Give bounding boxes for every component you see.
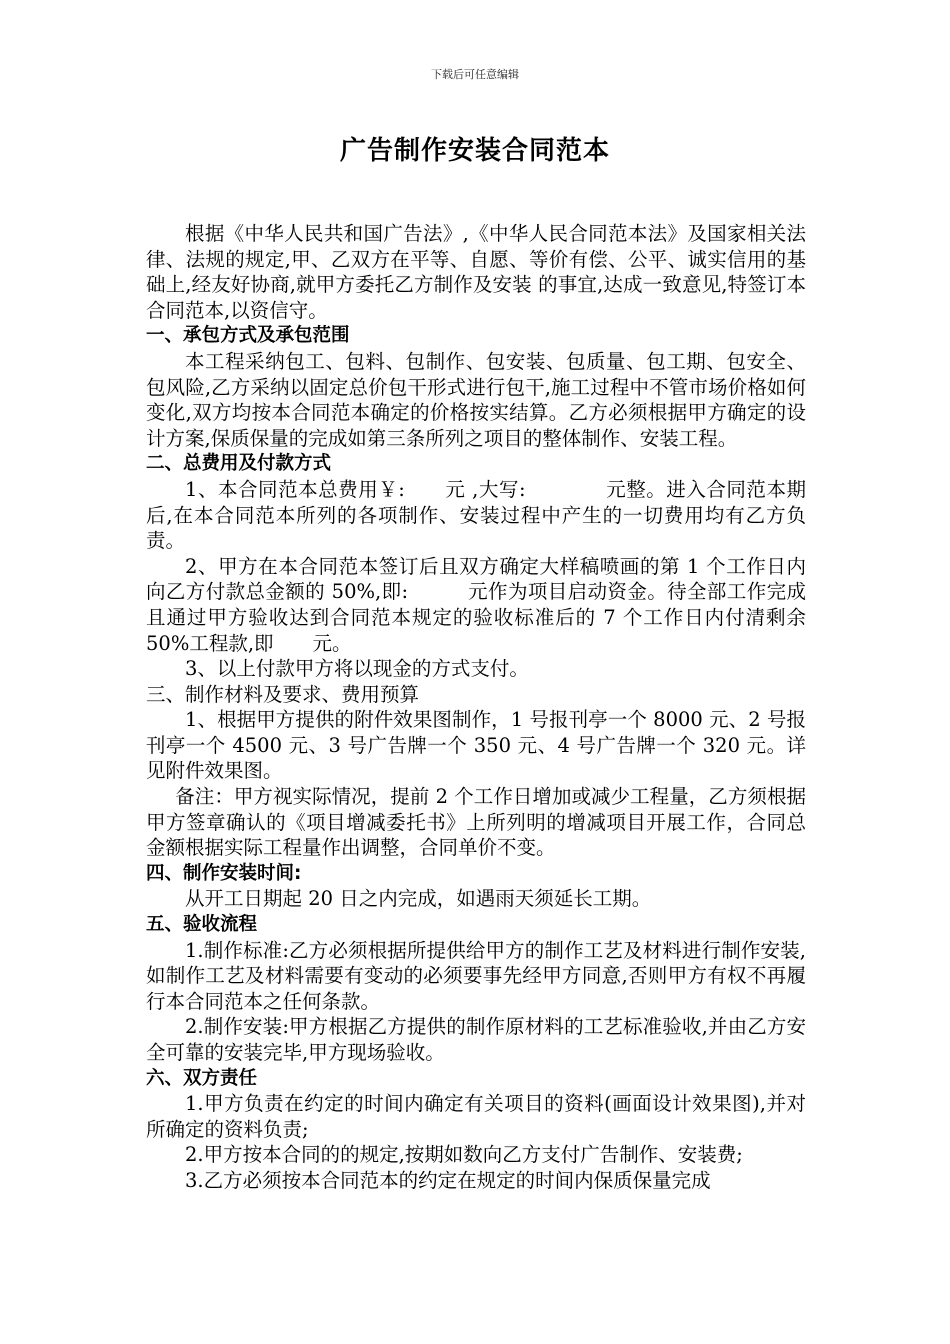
section-6-paragraph-2: 2.甲方按本合同的的规定,按期如数向乙方支付广告制作、安装费; [185,1143,743,1167]
section-5-paragraph-1: 1.制作标准:乙方必须根据所提供给甲方的制作工艺及材料进行制作安装,如制作工艺及材料需要有变动的必须要事先经甲方同意,否则甲方有权不再履行本合同范本之任何条款。 [146,938,806,1013]
section-5-heading: 五、验收流程 [146,914,258,936]
page-header: 下载后可任意编辑 [431,68,519,81]
document-body [146,221,806,1194]
section-4-paragraph-1: 从开工日期起 20 日之内完成，如遇雨天须延长工期。 [185,887,652,911]
section-2-paragraph-2: 2、甲方在本合同范本签订后且双方确定大样稿喷画的第 1 个工作日内向乙方付款总金额的 50%,即: 元作为项目启动资金。待全部工作完成且通过甲方验收达到合同范本规定的验收标准后的 7 个工作日内付清剩余 50%工程款,即 元。 [146,554,806,655]
section-6-paragraph-3: 3.乙方必须按本合同范本的约定在规定的时间内保质保量完成 [185,1168,711,1192]
document-title: 广告制作安装合同范本 [339,136,610,166]
intro-paragraph: 根据《中华人民共和国广告法》,《中华人民合同范本法》及国家相关法律、法规的规定,甲、乙双方在平等、自愿、等价有偿、公平、诚实信用的基础上,经友好协商,就甲方委托乙方制作及安装 的事宜,达成一致意见,特签订本合同范本,以资信守。 [146,222,806,322]
section-6-heading: 六、双方责任 [146,1067,258,1089]
section-1-paragraph-1: 本工程采纳包工、包料、包制作、包安装、包质量、包工期、包安全、包风险,乙方采纳以固定总价包干形式进行包干,施工过程中不管市场价格如何变化,双方均按本合同范本确定的价格按实结算。乙方必须根据甲方确定的设计方案,保质保量的完成如第三条所列之项目的整体制作、安装工程。 [146,349,806,450]
section-2-paragraph-1: 1、本合同范本总费用￥: 元 ,大写: 元整。进入合同范本期后,在本合同范本所列的各项制作、安装过程中产生的一切费用均有乙方负责。 [146,477,806,553]
section-6-paragraph-1: 1.甲方负责在约定的时间内确定有关项目的资料(画面设计效果图),并对所确定的资料负责; [146,1092,806,1141]
section-4-heading: 四、制作安装时间: [146,862,302,884]
section-2-heading: 二、总费用及付款方式 [146,453,332,475]
section-3-note: 备注：甲方视实际情况，提前 2 个工作日增加或减少工程量，乙方须根据甲方签章确认的《项目增减委托书》上所列明的增减项目开展工作，合同总金额根据实际工程量作出调整，合同单价不变。 [146,785,806,860]
section-1-heading: 一、承包方式及承包范围 [146,325,350,347]
section-2-paragraph-3: 3、以上付款甲方将以现金的方式支付。 [185,657,529,681]
section-3-paragraph-1: 1、根据甲方提供的附件效果图制作，1 号报刊亭一个 8000 元、2 号报刊亭一个 4500 元、3 号广告牌一个 350 元、4 号广告牌一个 320 元。详见附件效果图。 [146,708,806,783]
section-5-paragraph-2: 2.制作安装:甲方根据乙方提供的制作原材料的工艺标准验收,并由乙方安全可靠的安装完毕,甲方现场验收。 [146,1015,806,1064]
section-3-heading: 三、制作材料及要求、费用预算 [146,682,420,706]
